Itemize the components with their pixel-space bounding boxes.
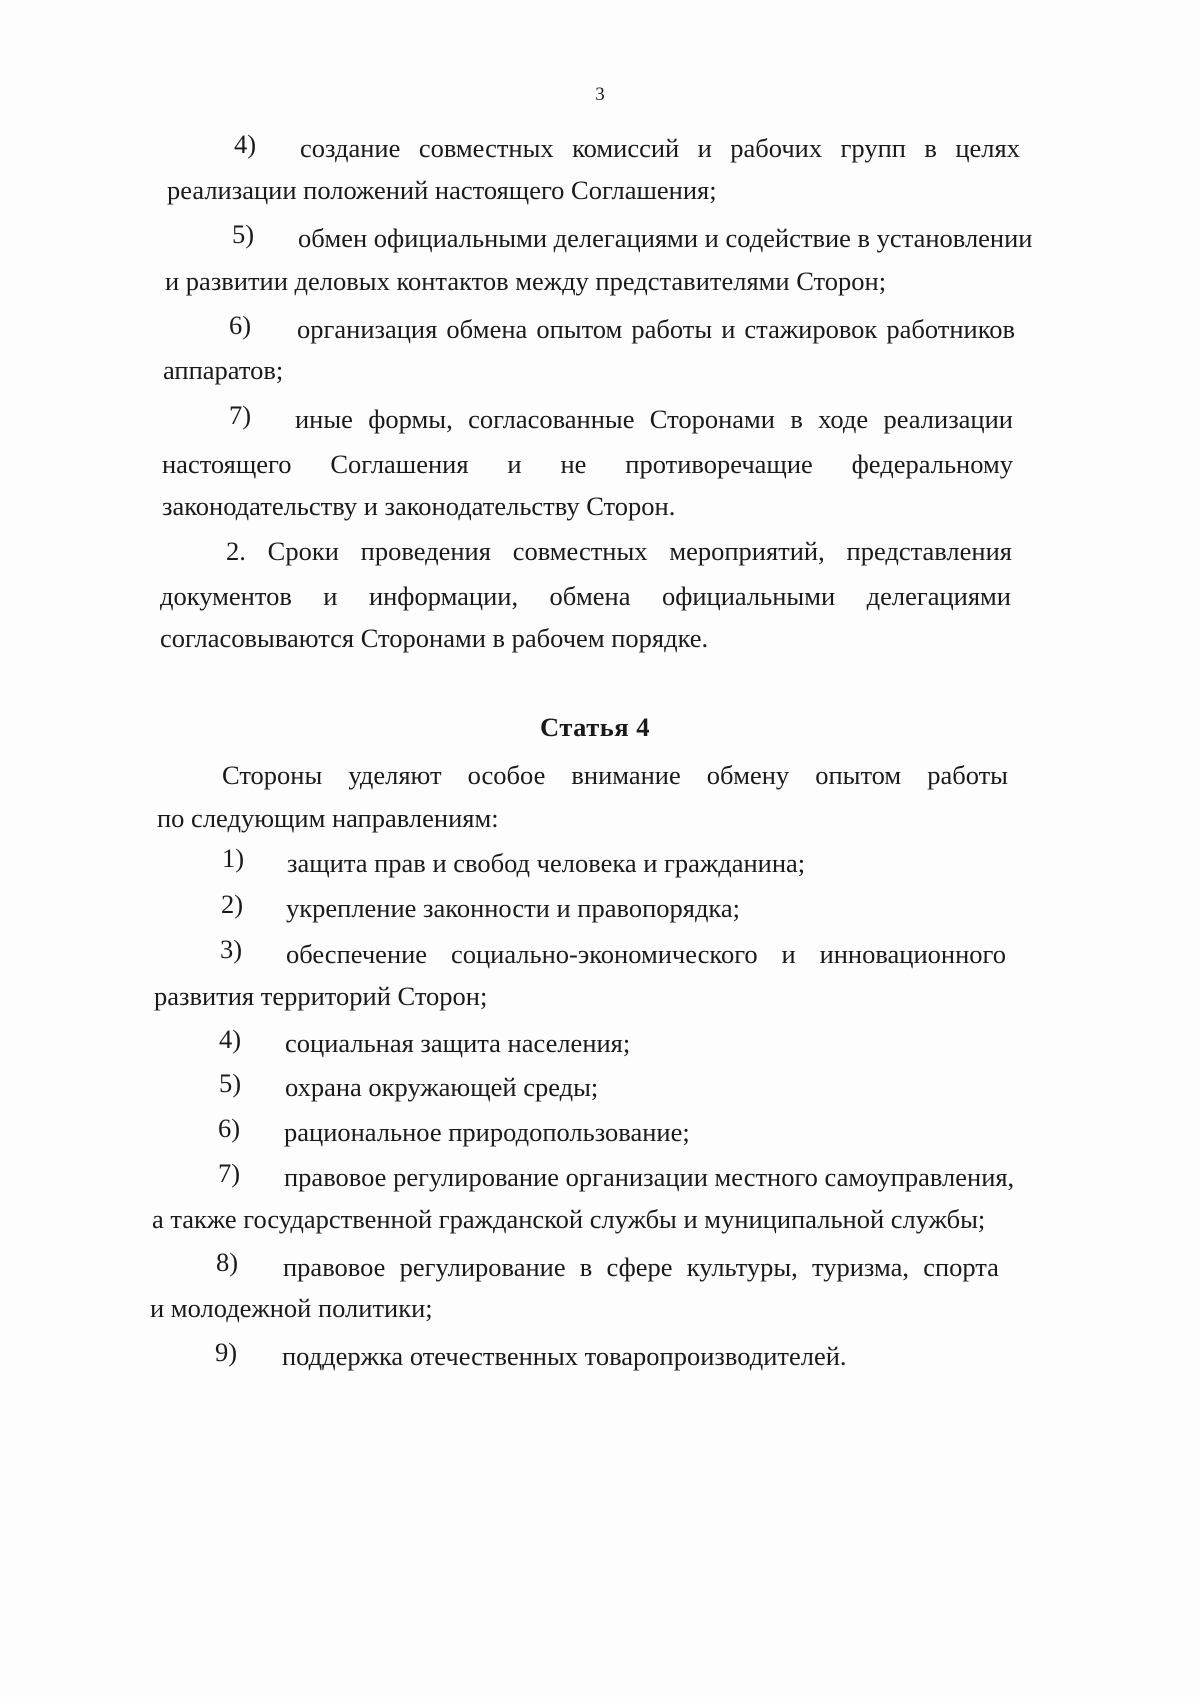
list-item-number: 7) [229,400,252,430]
paragraph-line: 2. Сроки проведения совместных мероприятий, представления [226,536,1012,566]
list-item-number: 5) [219,1068,242,1098]
list-item-text-line: реализации положений настоящего Соглашения; [167,175,717,205]
list-item-number: 4) [219,1024,242,1054]
list-item-text-line: иные формы, согласованные Сторонами в ходе реализации [295,404,1013,434]
paragraph-line: по следующим направлениям: [157,803,499,833]
list-item-number: 2) [221,889,244,919]
list-item-text-line: обеспечение социально-экономического и инновационного [286,939,1006,969]
list-item-text-line: организация обмена опытом работы и стажировок работников [297,314,1015,344]
list-item-text-line: защита прав и свобод человека и гражданина; [287,848,806,878]
list-item-number: 4) [234,129,257,159]
article-heading: Статья 4 [540,712,650,742]
paragraph-line: согласовываются Сторонами в рабочем порядке. [160,623,709,653]
list-item-text-line: а также государственной гражданской службы и муниципальной службы; [152,1204,986,1234]
list-item-text-line: обмен официальными делегациями и содействие в установлении [298,223,1033,253]
list-item-text-line: укрепление законности и правопорядка; [286,893,741,923]
list-item-text-line: правовое регулирование организации местного самоуправления, [284,1162,1015,1192]
list-item-number: 6) [218,1113,241,1143]
paragraph-line: документов и информации, обмена официальными делегациями [160,581,1011,611]
list-item-text-line: законодательству и законодательству Сторон. [162,491,676,521]
list-item-number: 7) [218,1158,241,1188]
list-item-text-line: правовое регулирование в сфере культуры, туризма, спорта [283,1252,999,1282]
page-number: 3 [595,84,605,105]
list-item-text-line: социальная защита населения; [285,1028,631,1058]
list-item-text-line: поддержка отечественных товаропроизводителей. [282,1341,847,1371]
list-item-number: 1) [222,843,245,873]
list-item-text-line: охрана окружающей среды; [285,1072,599,1102]
list-item-number: 5) [232,219,255,249]
list-item-text-line: настоящего Соглашения и не противоречащие федеральному [162,449,1013,479]
paragraph-line: Стороны уделяют особое внимание обмену опытом работы [222,760,1008,790]
list-item-text-line: и молодежной политики; [150,1293,433,1323]
list-item-text-line: рациональное природопользование; [284,1117,690,1147]
list-item-number: 3) [220,934,243,964]
list-item-number: 8) [216,1247,239,1277]
list-item-text-line: создание совместных комиссий и рабочих групп в целях [300,133,1020,163]
list-item-text-line: и развитии деловых контактов между представителями Сторон; [165,266,887,296]
list-item-number: 6) [229,310,252,340]
list-item-text-line: развития территорий Сторон; [154,981,488,1011]
list-item-text-line: аппаратов; [163,355,284,385]
list-item-number: 9) [215,1337,238,1367]
